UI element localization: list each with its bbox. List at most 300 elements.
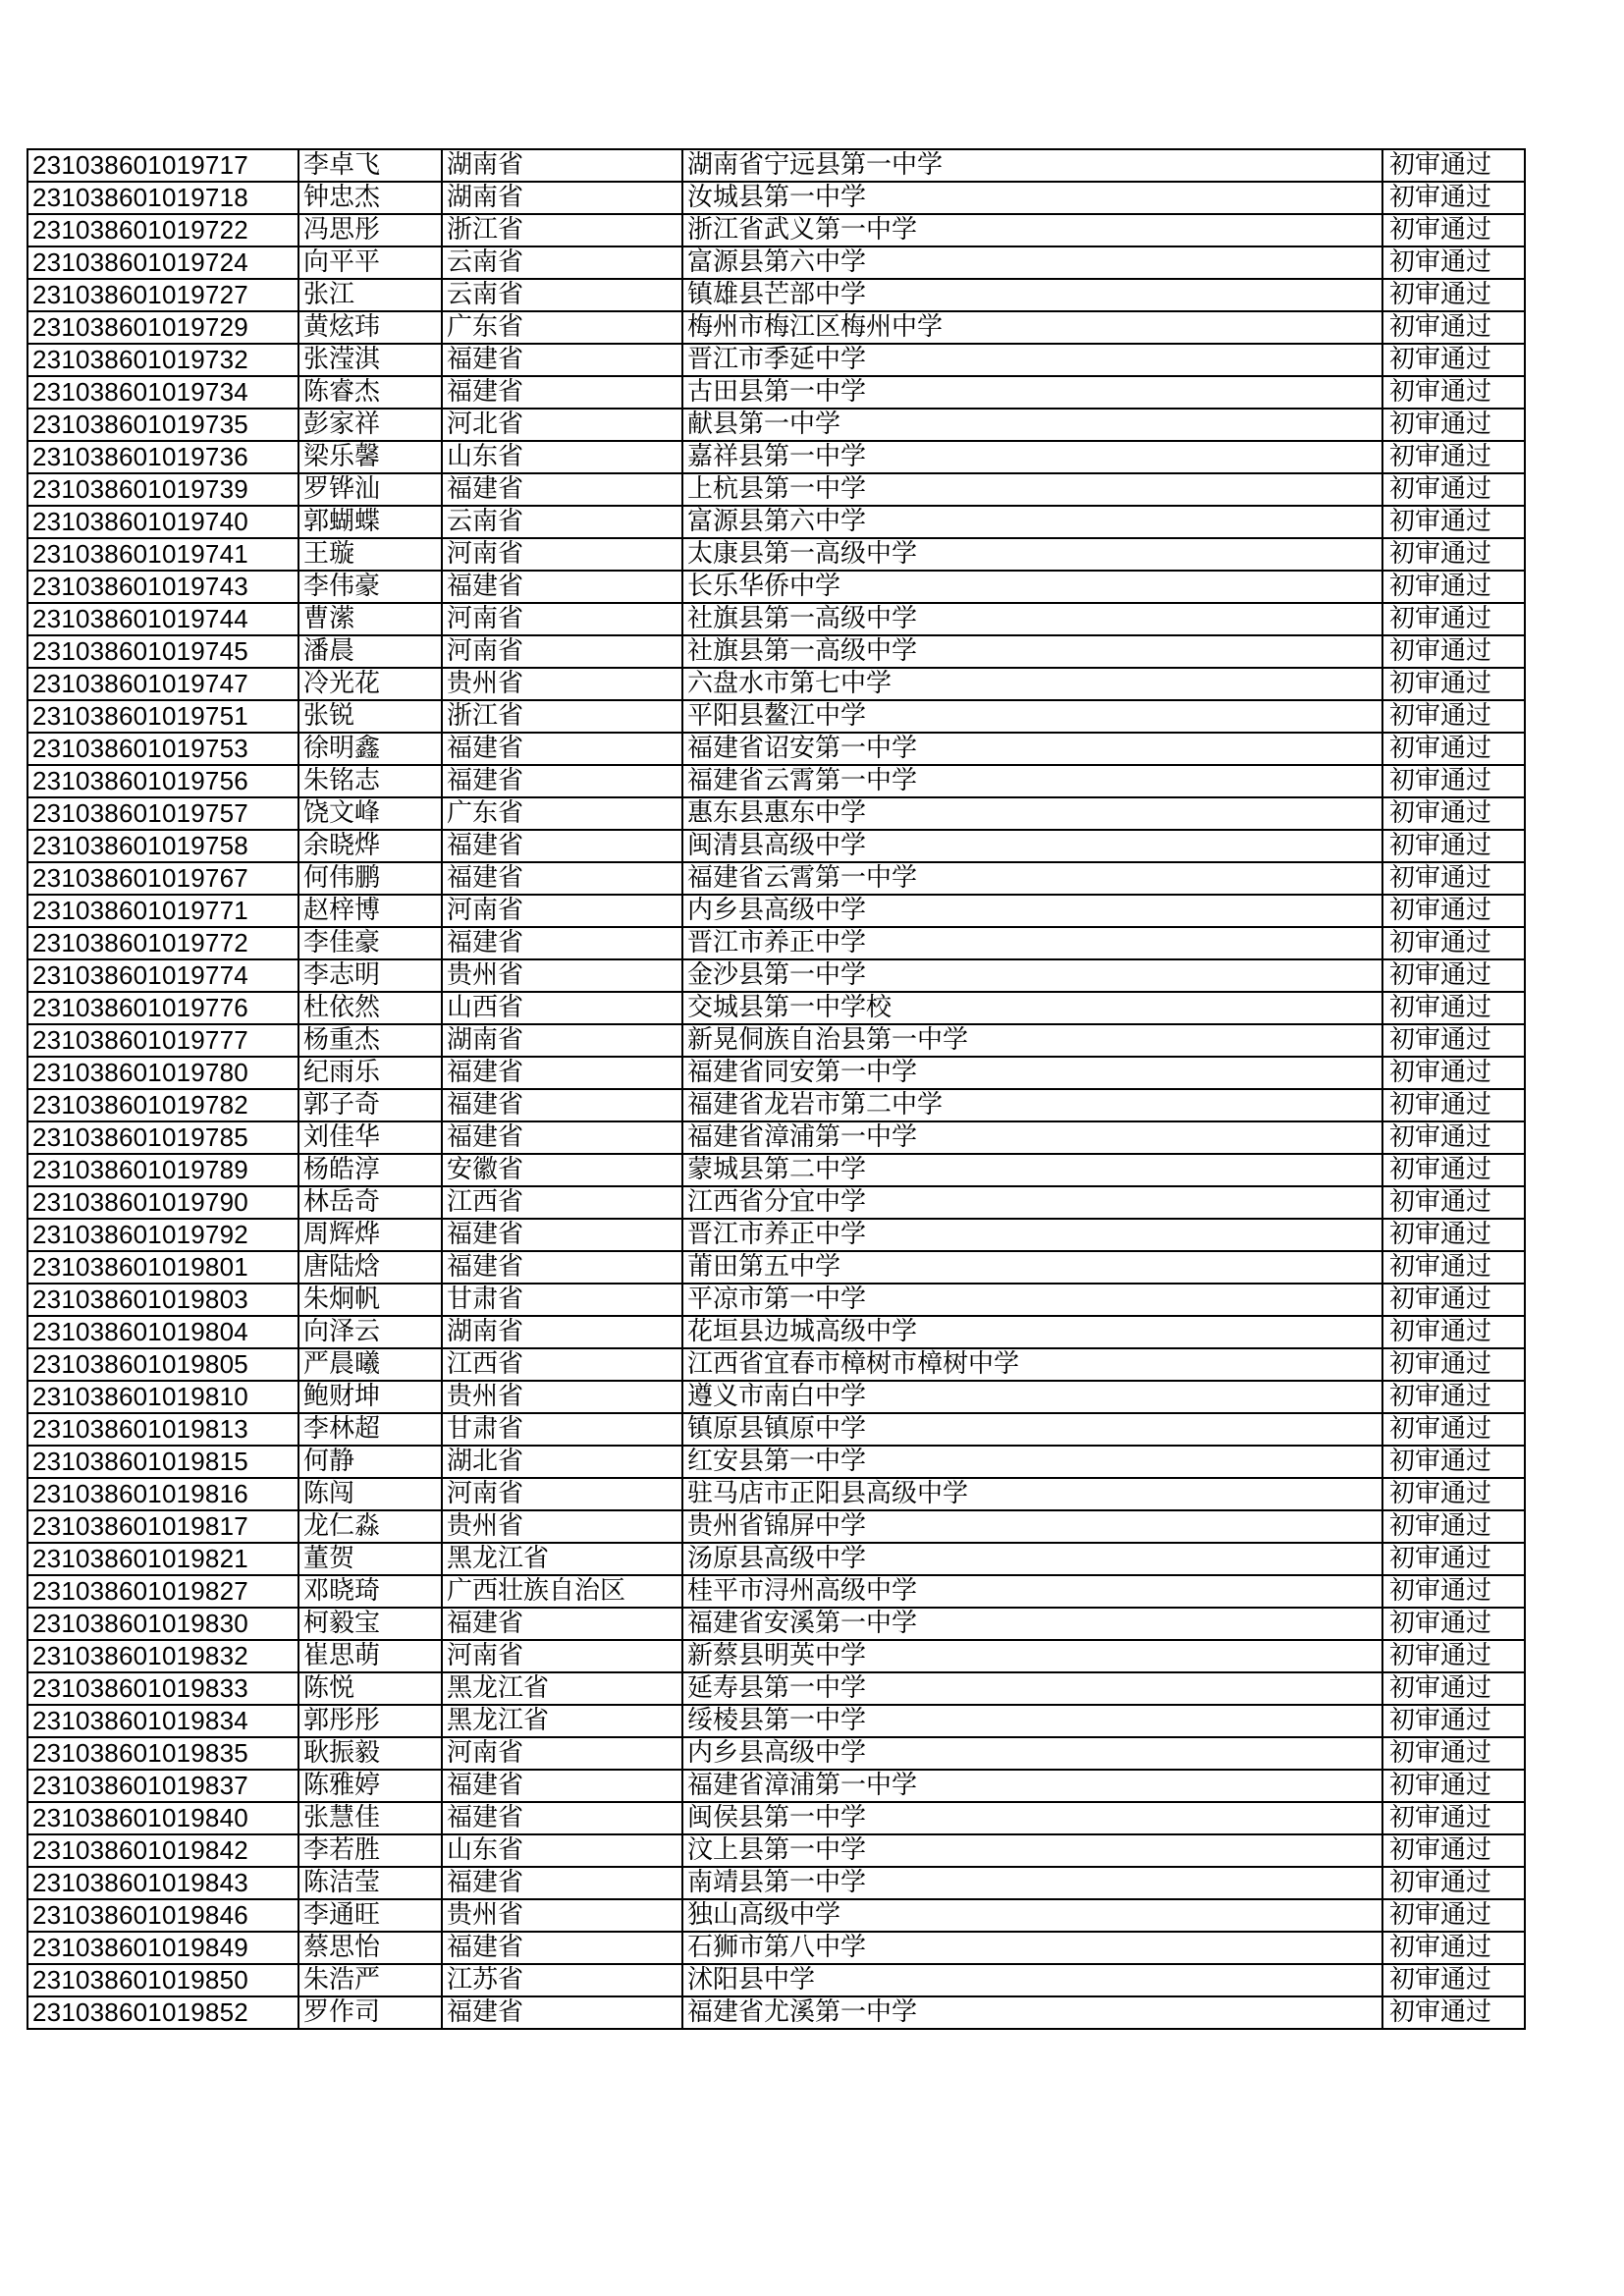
province-cell: 湖南省 [442,182,682,214]
applicant-id-cell: 231038601019743 [27,571,298,603]
province-cell: 贵州省 [442,668,682,700]
applicant-name-cell: 赵梓博 [298,895,442,927]
school-cell: 平凉市第一中学 [682,1284,1382,1316]
review-status-cell: 初审通过 [1382,1057,1525,1089]
school-cell: 上杭县第一中学 [682,473,1382,506]
school-cell: 绥棱县第一中学 [682,1705,1382,1737]
applicant-id-cell: 231038601019804 [27,1316,298,1348]
applicant-name-cell: 唐陆焓 [298,1251,442,1284]
review-status-cell: 初审通过 [1382,927,1525,959]
review-status-cell: 初审通过 [1382,182,1525,214]
province-cell: 福建省 [442,733,682,765]
school-cell: 福建省云霄第一中学 [682,862,1382,895]
applicant-name-cell: 罗作司 [298,1996,442,2029]
school-cell: 梅州市梅江区梅州中学 [682,311,1382,344]
table-row [27,603,1525,635]
applicant-name-cell: 纪雨乐 [298,1057,442,1089]
table-row [27,538,1525,571]
province-cell: 甘肃省 [442,1284,682,1316]
applicant-name-cell: 董贺 [298,1543,442,1575]
applicant-name-cell: 李伟豪 [298,571,442,603]
applicant-id-cell: 231038601019792 [27,1219,298,1251]
school-cell: 晋江市养正中学 [682,927,1382,959]
applicant-id-cell: 231038601019821 [27,1543,298,1575]
school-cell: 新蔡县明英中学 [682,1640,1382,1672]
school-cell: 福建省诏安第一中学 [682,733,1382,765]
applicant-id-cell: 231038601019771 [27,895,298,927]
school-cell: 贵州省锦屏中学 [682,1510,1382,1543]
applicant-name-cell: 张滢淇 [298,344,442,376]
province-cell: 福建省 [442,765,682,797]
applicant-id-cell: 231038601019835 [27,1737,298,1770]
table-row [27,409,1525,441]
applicant-name-cell: 徐明鑫 [298,733,442,765]
table-row [27,1381,1525,1413]
table-row [27,1316,1525,1348]
review-status-cell: 初审通过 [1382,1024,1525,1057]
applicant-id-cell: 231038601019717 [27,149,298,182]
review-status-cell: 初审通过 [1382,1381,1525,1413]
applicant-id-cell: 231038601019833 [27,1672,298,1705]
school-cell: 独山高级中学 [682,1899,1382,1932]
province-cell: 浙江省 [442,700,682,733]
school-cell: 蒙城县第二中学 [682,1154,1382,1186]
review-status-cell: 初审通过 [1382,1834,1525,1867]
school-cell: 福建省尤溪第一中学 [682,1996,1382,2029]
school-cell: 镇原县镇原中学 [682,1413,1382,1446]
school-cell: 花垣县边城高级中学 [682,1316,1382,1348]
province-cell: 广东省 [442,797,682,830]
applicant-id-cell: 231038601019767 [27,862,298,895]
province-cell: 贵州省 [442,1510,682,1543]
review-status-cell: 初审通过 [1382,409,1525,441]
school-cell: 汝城县第一中学 [682,182,1382,214]
applicant-name-cell: 龙仁淼 [298,1510,442,1543]
school-cell: 浙江省武义第一中学 [682,214,1382,246]
province-cell: 山东省 [442,1834,682,1867]
applicant-id-cell: 231038601019734 [27,376,298,409]
applicant-name-cell: 李志明 [298,959,442,992]
applicant-name-cell: 郭蝴蝶 [298,506,442,538]
table-row [27,635,1525,668]
province-cell: 河南省 [442,1478,682,1510]
table-row [27,765,1525,797]
province-cell: 河南省 [442,1737,682,1770]
applicant-name-cell: 耿振毅 [298,1737,442,1770]
applicant-id-cell: 231038601019727 [27,279,298,311]
school-cell: 驻马店市正阳县高级中学 [682,1478,1382,1510]
review-status-cell: 初审通过 [1382,668,1525,700]
school-cell: 桂平市浔州高级中学 [682,1575,1382,1608]
applicant-name-cell: 郭子奇 [298,1089,442,1121]
review-status-cell: 初审通过 [1382,246,1525,279]
applicant-id-cell: 231038601019843 [27,1867,298,1899]
province-cell: 黑龙江省 [442,1672,682,1705]
school-cell: 嘉祥县第一中学 [682,441,1382,473]
province-cell: 黑龙江省 [442,1705,682,1737]
table-row [27,992,1525,1024]
applicant-name-cell: 朱炯帆 [298,1284,442,1316]
applicant-id-cell: 231038601019827 [27,1575,298,1608]
applicant-id-cell: 231038601019780 [27,1057,298,1089]
province-cell: 福建省 [442,1770,682,1802]
table-row [27,1770,1525,1802]
table-row [27,182,1525,214]
review-status-cell: 初审通过 [1382,1510,1525,1543]
province-cell: 福建省 [442,927,682,959]
review-status-cell: 初审通过 [1382,1543,1525,1575]
school-cell: 古田县第一中学 [682,376,1382,409]
table-row [27,1705,1525,1737]
applicant-name-cell: 刘佳华 [298,1121,442,1154]
school-cell: 镇雄县芒部中学 [682,279,1382,311]
school-cell: 遵义市南白中学 [682,1381,1382,1413]
table-row [27,1251,1525,1284]
applicant-name-cell: 向泽云 [298,1316,442,1348]
review-status-cell: 初审通过 [1382,1251,1525,1284]
applicant-id-cell: 231038601019722 [27,214,298,246]
review-status-cell: 初审通过 [1382,733,1525,765]
table-row [27,1608,1525,1640]
table-row [27,1284,1525,1316]
applicant-id-cell: 231038601019735 [27,409,298,441]
applicant-id-cell: 231038601019803 [27,1284,298,1316]
table-row [27,1932,1525,1964]
province-cell: 福建省 [442,1057,682,1089]
table-row [27,1446,1525,1478]
applicant-name-cell: 何静 [298,1446,442,1478]
province-cell: 甘肃省 [442,1413,682,1446]
table-row [27,1899,1525,1932]
table-row [27,571,1525,603]
applicant-id-cell: 231038601019744 [27,603,298,635]
applicant-id-cell: 231038601019790 [27,1186,298,1219]
applicant-name-cell: 黄炫玮 [298,311,442,344]
applicant-name-cell: 曹潆 [298,603,442,635]
school-cell: 福建省同安第一中学 [682,1057,1382,1089]
applicant-name-cell: 钟忠杰 [298,182,442,214]
review-status-cell: 初审通过 [1382,214,1525,246]
review-status-cell: 初审通过 [1382,992,1525,1024]
applicant-name-cell: 张锐 [298,700,442,733]
applicant-id-cell: 231038601019817 [27,1510,298,1543]
applicant-name-cell: 严晨曦 [298,1348,442,1381]
school-cell: 福建省安溪第一中学 [682,1608,1382,1640]
review-status-cell: 初审通过 [1382,1964,1525,1996]
school-cell: 平阳县鳌江中学 [682,700,1382,733]
province-cell: 山西省 [442,992,682,1024]
review-status-cell: 初审通过 [1382,506,1525,538]
table-row [27,506,1525,538]
table-row [27,1510,1525,1543]
review-status-cell: 初审通过 [1382,765,1525,797]
applicant-name-cell: 杨重杰 [298,1024,442,1057]
review-status-cell: 初审通过 [1382,959,1525,992]
applicant-id-cell: 231038601019832 [27,1640,298,1672]
school-cell: 太康县第一高级中学 [682,538,1382,571]
applicant-id-cell: 231038601019751 [27,700,298,733]
province-cell: 云南省 [442,246,682,279]
review-status-cell: 初审通过 [1382,1121,1525,1154]
table-row [27,279,1525,311]
applicant-id-cell: 231038601019741 [27,538,298,571]
school-cell: 社旗县第一高级中学 [682,635,1382,668]
table-row [27,1089,1525,1121]
school-cell: 闽清县高级中学 [682,830,1382,862]
applicant-name-cell: 彭家祥 [298,409,442,441]
province-cell: 湖北省 [442,1446,682,1478]
review-status-cell: 初审通过 [1382,1737,1525,1770]
province-cell: 河南省 [442,538,682,571]
review-status-cell: 初审通过 [1382,700,1525,733]
review-status-cell: 初审通过 [1382,895,1525,927]
province-cell: 福建省 [442,344,682,376]
applicant-name-cell: 杨皓淳 [298,1154,442,1186]
province-cell: 福建省 [442,473,682,506]
roster-table [27,148,1526,2030]
applicant-name-cell: 向平平 [298,246,442,279]
table-row [27,1996,1525,2029]
province-cell: 安徽省 [442,1154,682,1186]
applicant-id-cell: 231038601019830 [27,1608,298,1640]
province-cell: 福建省 [442,1802,682,1834]
review-status-cell: 初审通过 [1382,1575,1525,1608]
province-cell: 河南省 [442,603,682,635]
applicant-id-cell: 231038601019758 [27,830,298,862]
table-row [27,344,1525,376]
school-cell: 内乡县高级中学 [682,1737,1382,1770]
applicant-id-cell: 231038601019840 [27,1802,298,1834]
review-status-cell: 初审通过 [1382,1413,1525,1446]
table-row [27,1024,1525,1057]
school-cell: 献县第一中学 [682,409,1382,441]
table-row [27,1640,1525,1672]
school-cell: 汤原县高级中学 [682,1543,1382,1575]
applicant-name-cell: 张江 [298,279,442,311]
province-cell: 河南省 [442,635,682,668]
applicant-id-cell: 231038601019810 [27,1381,298,1413]
province-cell: 河南省 [442,1640,682,1672]
applicant-id-cell: 231038601019789 [27,1154,298,1186]
school-cell: 江西省宜春市樟树市樟树中学 [682,1348,1382,1381]
school-cell: 福建省漳浦第一中学 [682,1121,1382,1154]
table-row [27,700,1525,733]
province-cell: 湖南省 [442,149,682,182]
school-cell: 惠东县惠东中学 [682,797,1382,830]
province-cell: 福建省 [442,1867,682,1899]
table-row [27,1219,1525,1251]
applicant-name-cell: 李通旺 [298,1899,442,1932]
applicant-name-cell: 罗铧汕 [298,473,442,506]
applicant-id-cell: 231038601019745 [27,635,298,668]
applicant-name-cell: 陈雅婷 [298,1770,442,1802]
province-cell: 云南省 [442,506,682,538]
applicant-id-cell: 231038601019756 [27,765,298,797]
school-cell: 长乐华侨中学 [682,571,1382,603]
province-cell: 广东省 [442,311,682,344]
province-cell: 福建省 [442,1219,682,1251]
applicant-id-cell: 231038601019757 [27,797,298,830]
school-cell: 新晃侗族自治县第一中学 [682,1024,1382,1057]
table-row [27,1186,1525,1219]
applicant-name-cell: 邓晓琦 [298,1575,442,1608]
applicant-id-cell: 231038601019837 [27,1770,298,1802]
applicant-id-cell: 231038601019774 [27,959,298,992]
table-row [27,668,1525,700]
roster-body [27,149,1525,2029]
review-status-cell: 初审通过 [1382,1770,1525,1802]
school-cell: 社旗县第一高级中学 [682,603,1382,635]
applicant-id-cell: 231038601019732 [27,344,298,376]
table-row [27,149,1525,182]
review-status-cell: 初审通过 [1382,1672,1525,1705]
applicant-id-cell: 231038601019729 [27,311,298,344]
applicant-name-cell: 林岳奇 [298,1186,442,1219]
school-cell: 内乡县高级中学 [682,895,1382,927]
table-row [27,1737,1525,1770]
table-row [27,473,1525,506]
province-cell: 福建省 [442,830,682,862]
school-cell: 福建省龙岩市第二中学 [682,1089,1382,1121]
table-row [27,862,1525,895]
table-row [27,959,1525,992]
review-status-cell: 初审通过 [1382,635,1525,668]
table-row [27,376,1525,409]
review-status-cell: 初审通过 [1382,1348,1525,1381]
table-row [27,797,1525,830]
applicant-name-cell: 朱铭志 [298,765,442,797]
applicant-name-cell: 陈闯 [298,1478,442,1510]
table-row [27,1964,1525,1996]
table-row [27,1834,1525,1867]
school-cell: 富源县第六中学 [682,506,1382,538]
table-row [27,830,1525,862]
table-row [27,1802,1525,1834]
province-cell: 贵州省 [442,1381,682,1413]
school-cell: 晋江市季延中学 [682,344,1382,376]
review-status-cell: 初审通过 [1382,1705,1525,1737]
applicant-id-cell: 231038601019846 [27,1899,298,1932]
review-status-cell: 初审通过 [1382,1932,1525,1964]
review-status-cell: 初审通过 [1382,473,1525,506]
applicant-id-cell: 231038601019753 [27,733,298,765]
school-cell: 福建省云霄第一中学 [682,765,1382,797]
review-status-cell: 初审通过 [1382,1802,1525,1834]
table-row [27,895,1525,927]
review-status-cell: 初审通过 [1382,797,1525,830]
review-status-cell: 初审通过 [1382,1867,1525,1899]
school-cell: 六盘水市第七中学 [682,668,1382,700]
review-status-cell: 初审通过 [1382,1608,1525,1640]
applicant-id-cell: 231038601019834 [27,1705,298,1737]
applicant-name-cell: 陈悦 [298,1672,442,1705]
applicant-id-cell: 231038601019816 [27,1478,298,1510]
applicant-name-cell: 李卓飞 [298,149,442,182]
applicant-id-cell: 231038601019852 [27,1996,298,2029]
review-status-cell: 初审通过 [1382,149,1525,182]
table-row [27,1348,1525,1381]
applicant-id-cell: 231038601019776 [27,992,298,1024]
province-cell: 福建省 [442,1608,682,1640]
review-status-cell: 初审通过 [1382,376,1525,409]
applicant-name-cell: 李林超 [298,1413,442,1446]
applicant-name-cell: 冯思彤 [298,214,442,246]
review-status-cell: 初审通过 [1382,1186,1525,1219]
province-cell: 江西省 [442,1348,682,1381]
applicant-id-cell: 231038601019718 [27,182,298,214]
province-cell: 贵州省 [442,959,682,992]
review-status-cell: 初审通过 [1382,603,1525,635]
review-status-cell: 初审通过 [1382,311,1525,344]
applicant-name-cell: 朱浩严 [298,1964,442,1996]
province-cell: 福建省 [442,1121,682,1154]
school-cell: 莆田第五中学 [682,1251,1382,1284]
table-row [27,1121,1525,1154]
applicant-id-cell: 231038601019724 [27,246,298,279]
applicant-name-cell: 冷光花 [298,668,442,700]
applicant-name-cell: 周辉烨 [298,1219,442,1251]
applicant-id-cell: 231038601019777 [27,1024,298,1057]
review-status-cell: 初审通过 [1382,1089,1525,1121]
applicant-name-cell: 崔思萌 [298,1640,442,1672]
applicant-name-cell: 李若胜 [298,1834,442,1867]
province-cell: 福建省 [442,1932,682,1964]
review-status-cell: 初审通过 [1382,571,1525,603]
school-cell: 湖南省宁远县第一中学 [682,149,1382,182]
applicant-name-cell: 陈洁莹 [298,1867,442,1899]
review-status-cell: 初审通过 [1382,279,1525,311]
table-row [27,214,1525,246]
applicant-name-cell: 饶文峰 [298,797,442,830]
table-row [27,1478,1525,1510]
school-cell: 福建省漳浦第一中学 [682,1770,1382,1802]
applicant-name-cell: 杜依然 [298,992,442,1024]
review-status-cell: 初审通过 [1382,1478,1525,1510]
province-cell: 湖南省 [442,1024,682,1057]
province-cell: 贵州省 [442,1899,682,1932]
province-cell: 山东省 [442,441,682,473]
applicant-id-cell: 231038601019747 [27,668,298,700]
school-cell: 富源县第六中学 [682,246,1382,279]
applicant-id-cell: 231038601019849 [27,1932,298,1964]
review-status-cell: 初审通过 [1382,1899,1525,1932]
school-cell: 交城县第一中学校 [682,992,1382,1024]
review-status-cell: 初审通过 [1382,538,1525,571]
province-cell: 福建省 [442,376,682,409]
review-status-cell: 初审通过 [1382,344,1525,376]
school-cell: 石狮市第八中学 [682,1932,1382,1964]
school-cell: 沭阳县中学 [682,1964,1382,1996]
school-cell: 延寿县第一中学 [682,1672,1382,1705]
applicant-id-cell: 231038601019785 [27,1121,298,1154]
province-cell: 福建省 [442,1089,682,1121]
applicant-name-cell: 蔡思怡 [298,1932,442,1964]
applicant-name-cell: 柯毅宝 [298,1608,442,1640]
province-cell: 黑龙江省 [442,1543,682,1575]
province-cell: 河南省 [442,895,682,927]
review-status-cell: 初审通过 [1382,1446,1525,1478]
school-cell: 红安县第一中学 [682,1446,1382,1478]
school-cell: 南靖县第一中学 [682,1867,1382,1899]
review-status-cell: 初审通过 [1382,1316,1525,1348]
applicant-id-cell: 231038601019772 [27,927,298,959]
applicant-id-cell: 231038601019801 [27,1251,298,1284]
applicant-id-cell: 231038601019736 [27,441,298,473]
applicant-name-cell: 潘晨 [298,635,442,668]
review-status-cell: 初审通过 [1382,1996,1525,2029]
table-row [27,1672,1525,1705]
table-row [27,1154,1525,1186]
